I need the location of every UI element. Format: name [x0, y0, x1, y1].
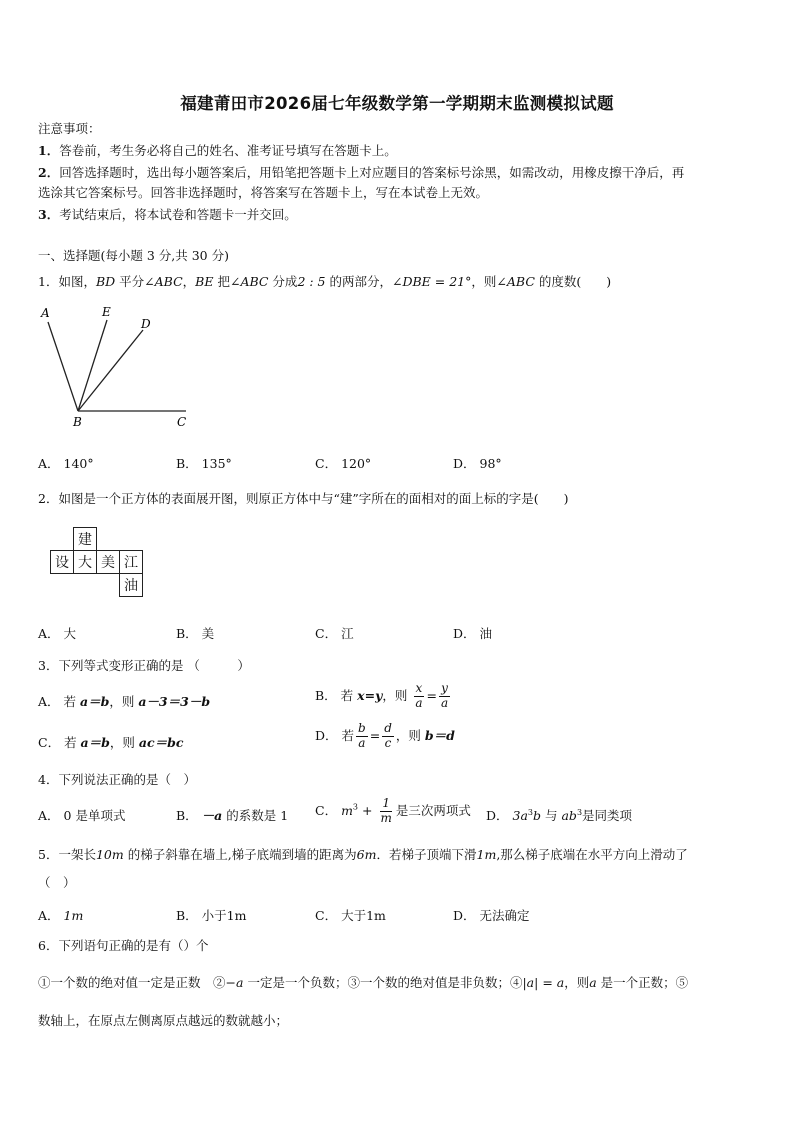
q1-figure	[30, 300, 200, 432]
notice-item-2: 2．回答选择题时，选出每小题答案后，用铅笔把答题卡上对应题目的答案标号涂黑，如需改动，用橡皮擦干净后，再	[38, 165, 685, 180]
q5-stem: 5．一架长10m 的梯子斜靠在墙上,梯子底端到墙的距离为6m．若梯子顶端下滑1m,那么梯子底端在水平方向上滑动了	[38, 847, 688, 862]
label-e: E	[102, 305, 111, 319]
net-cell-bottom: 油	[120, 574, 143, 597]
q1-option-b: B． 135°	[176, 456, 232, 471]
q3-stem: 3．下列等式变形正确的是 （ ）	[38, 658, 250, 673]
q5-stem-cont: （ ）	[38, 875, 76, 890]
q6-stem: 6．下列语句正确的是有（）个	[38, 938, 209, 953]
q2-stem: 2．如图是一个正方体的表面展开图，则原正方体中与“建”字所在的面相对的面上标的字是( )	[38, 491, 569, 506]
q5-option-a: A． 1m	[38, 908, 84, 923]
q2-option-c: C． 江	[315, 626, 354, 641]
net-cell: 美	[97, 551, 120, 574]
q3-option-c: C． 若 a＝b，则 ac＝bc	[38, 735, 184, 750]
q3-option-d: D． 若 $\frac{b}{a}$ = $\frac{d}{c}$ ，则 b＝d	[315, 721, 455, 750]
q1-option-a: A． 140°	[38, 456, 94, 471]
q3-option-a: A． 若 a＝b，则 a－3＝3－b	[38, 694, 211, 709]
q6-statements: ①一个数的绝对值一定是正数 ②−a 一定是一个负数；③一个数的绝对值是非负数；④|a| = a，则a 是一个正数；⑤	[38, 975, 689, 990]
ray-bd	[78, 330, 143, 411]
q3-option-b: B． 若 x=y，则 $\frac{x}{a}$ = $\frac{y}{a}$	[315, 681, 449, 710]
q1-option-d: D． 98°	[453, 456, 502, 471]
q1-option-c: C． 120°	[315, 456, 372, 471]
label-c: C	[177, 415, 187, 429]
cube-net	[50, 527, 143, 597]
q2-option-b: B． 美	[176, 626, 215, 641]
q4-option-b: B． －a 的系数是 1	[176, 808, 289, 823]
q4-option-a: A． 0 是单项式	[38, 808, 126, 823]
ray-ba	[48, 322, 78, 411]
q4-option-d: D． $3a^3b$ 与 $ab^3$是同类项	[486, 807, 633, 823]
net-cell: 大	[74, 551, 97, 574]
q5-option-b: B． 小于1m	[176, 908, 247, 923]
label-d: D	[141, 317, 151, 331]
page-title: 福建莆田市2026届七年级数学第一学期期末监测模拟试题	[180, 94, 614, 113]
q2-option-a: A． 大	[38, 626, 77, 641]
q6-statements-cont: 数轴上，在原点左侧离原点越远的数就越小；	[38, 1013, 289, 1028]
net-cell: 设	[51, 551, 74, 574]
q1-stem: 1．如图，BD 平分∠ABC，BE 把∠ABC 分成2 : 5 的两部分，∠DBE = 21°，则∠ABC 的度数( )	[38, 274, 612, 289]
ray-be	[78, 320, 107, 411]
q5-option-d: D． 无法确定	[453, 908, 530, 923]
notice-item-1: 1．答卷前，考生务必将自己的姓名、准考证号填写在答题卡上。	[38, 143, 397, 158]
q5-option-c: C． 大于1m	[315, 908, 386, 923]
net-cell-top: 建	[74, 528, 97, 551]
notice-heading: 注意事项：	[38, 121, 101, 136]
q4-option-c: C． $m^3$ + $\frac{1}{m}$ 是三次两项式	[315, 796, 471, 825]
label-a: A	[41, 306, 50, 320]
q4-stem: 4．下列说法正确的是（ ）	[38, 772, 196, 787]
notice-item-2-cont: 选涂其它答案标号。回答非选择题时，将答案写在答题卡上，写在本试卷上无效。	[38, 185, 489, 200]
net-cell: 江	[120, 551, 143, 574]
label-b: B	[73, 415, 82, 429]
notice-item-3: 3．考试结束后，将本试卷和答题卡一并交回。	[38, 207, 297, 222]
section-heading: 一、选择题(每小题 3 分,共 30 分)	[38, 248, 229, 263]
q2-option-d: D． 油	[453, 626, 493, 641]
